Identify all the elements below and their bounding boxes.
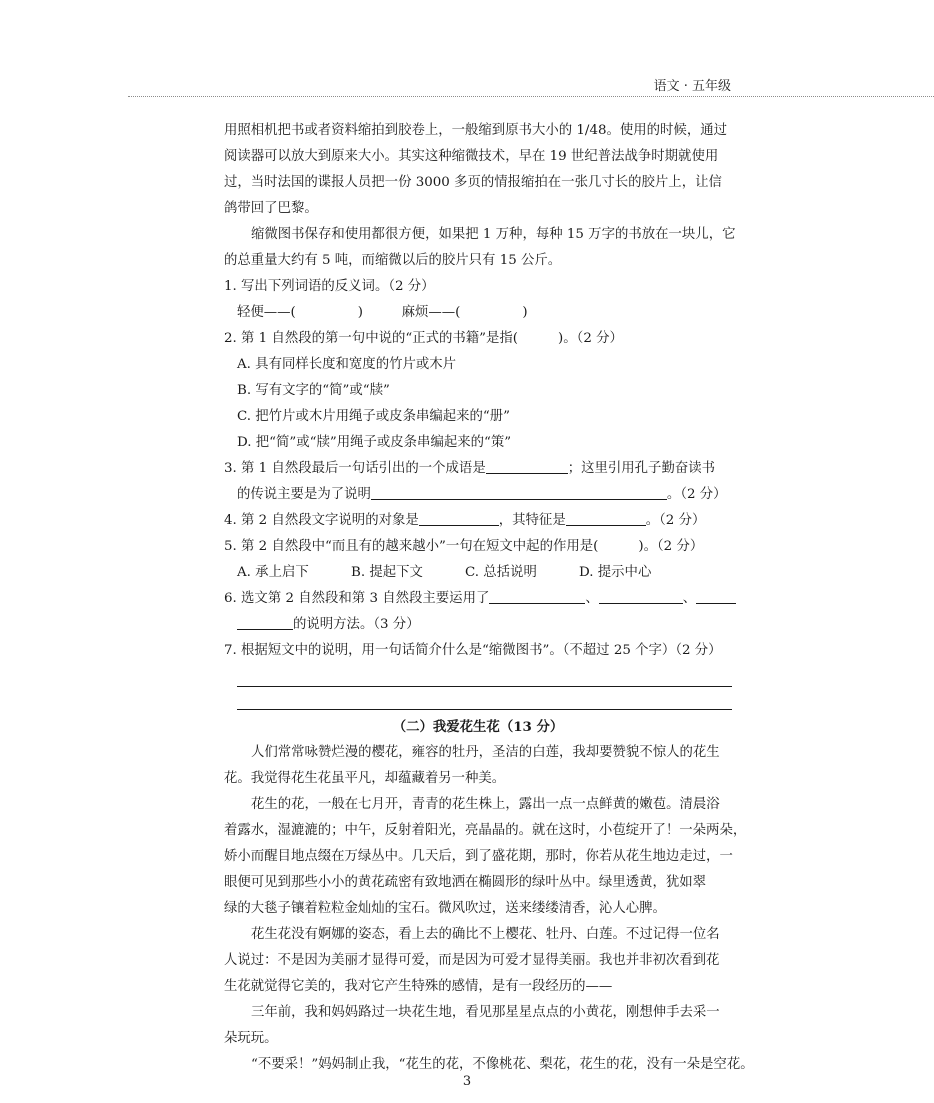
text-line: 花。我觉得花生花虽平凡，却蕴藏着另一种美。 [224, 771, 506, 786]
question-6 [224, 586, 732, 612]
question-3-line-2 [224, 482, 732, 508]
question-4-text-cont: ，其特征是 [498, 513, 566, 528]
answer-blank[interactable] [237, 615, 293, 630]
question-1: 1. 写出下列词语的反义词。（2 分） [224, 279, 435, 294]
option-d: D. 提示中心 [579, 565, 652, 580]
text-line: 人说过：不是因为美丽才显得可爱，而是因为可爱才显得美丽。我也并非初次看到花 [224, 953, 720, 968]
page-content [224, 118, 754, 1078]
question-2-text: 2. 第 1 自然段的第一句中说的“正式的书籍”是指( [224, 331, 519, 346]
text-line: 鸽带回了巴黎。 [224, 201, 318, 216]
question-2-points: )。（2 分） [558, 331, 623, 346]
antonym-prompt-2: 麻烦——( [401, 305, 461, 320]
answer-blank[interactable] [696, 589, 736, 604]
text-line: 着露水，湿漉漉的；中午，反射着阳光，亮晶晶的。就在这时，小苞绽开了！一朵两朵， [224, 823, 747, 838]
text-line: 过，当时法国的谍报人员把一份 3000 多页的情报缩拍在一张几寸长的胶片上，让信 [224, 175, 722, 190]
header-divider [128, 96, 934, 97]
option-a: A. 承上启下 [237, 565, 309, 580]
passage-2 [224, 740, 754, 1078]
text-line: 阅读器可以放大到原来大小。其实这种缩微技术，早在 19 世纪普法战争时期就使用 [224, 149, 719, 164]
question-5-points: )。（2 分） [638, 539, 704, 554]
option-d: D. 把“简”或“牍”用绳子或皮条串编起来的“策” [237, 435, 512, 450]
separator: 、 [585, 591, 599, 606]
text-line: 绿的大毯子镶着粒粒金灿灿的宝石。微风吹过，送来缕缕清香，沁人心脾。 [224, 901, 666, 916]
answer-blank[interactable] [489, 589, 585, 604]
answer-blank[interactable] [599, 589, 683, 604]
question-1-answers [224, 300, 732, 326]
bracket-close: ) [357, 305, 364, 320]
question-7: 7. 根据短文中的说明，用一句话简介什么是“缩微图书”。（不超过 25 个字）（2 分） [224, 643, 722, 658]
answer-line[interactable] [237, 687, 732, 710]
option-b: B. 写有文字的“简”或“牍” [237, 383, 390, 398]
option-b: B. 提起下文 [351, 565, 423, 580]
answer-blank[interactable] [419, 511, 499, 526]
question-5 [224, 534, 732, 560]
question-5-options [224, 560, 732, 586]
option-a: A. 具有同样长度和宽度的竹片或木片 [237, 357, 457, 372]
passage-paragraph-1 [224, 118, 732, 222]
question-3-points: 。（2 分） [666, 487, 727, 502]
question-2 [224, 326, 732, 352]
text-line: 生花就觉得它美的，我对它产生特殊的感情，是有一段经历的—— [224, 979, 613, 994]
text-line: “不要采！”妈妈制止我，“花生的花，不像桃花、梨花，花生的花，没有一朵是空花。 [251, 1057, 754, 1072]
question-4 [224, 508, 732, 534]
question-4-points: 。（2 分） [645, 513, 706, 528]
option-c: C. 把竹片或木片用绳子或皮条串编起来的“册” [237, 409, 511, 424]
question-6-line-2 [224, 612, 732, 638]
question-3 [224, 456, 732, 482]
question-5-text: 5. 第 2 自然段中“而且有的越来越小”一句在短文中起的作用是( [224, 539, 599, 554]
text-line: 娇小而醒目地点缀在万绿丛中。几天后，到了盛花期，那时，你若从花生地边走过，一 [224, 849, 733, 864]
header-label: 语文 · 五年级 [653, 79, 731, 94]
answer-line[interactable] [237, 664, 732, 687]
text-line: 用照相机把书或者资料缩拍到胶卷上，一般缩到原书大小的 1/48。使用的时候，通过 [224, 123, 727, 138]
antonym-prompt-1: 轻便——( [237, 305, 296, 320]
answer-blank[interactable] [486, 459, 568, 474]
text-line: 人们常常咏赞烂漫的樱花，雍容的牡丹，圣洁的白莲，我却要赞貌不惊人的花生 [251, 745, 720, 760]
question-3-text: 3. 第 1 自然段最后一句话引出的一个成语是 [224, 461, 486, 476]
option-c: C. 总括说明 [465, 565, 537, 580]
question-6-text: 6. 选文第 2 自然段和第 3 自然段主要运用了 [224, 591, 490, 606]
text-line: 三年前，我和妈妈路过一块花生地，看见那星星点点的小黄花，刚想伸手去采一 [251, 1005, 720, 1020]
question-3-text-cont: 的传说主要是为了说明 [237, 487, 371, 502]
bracket-close: ) [522, 305, 528, 320]
text-line: 花生花没有婀娜的姿态，看上去的确比不上樱花、牡丹、白莲。不过记得一位名 [251, 927, 720, 942]
question-4-text: 4. 第 2 自然段文字说明的对象是 [224, 513, 419, 528]
section-title: （二）我爱花生花（13 分） [392, 719, 564, 735]
passage-paragraph-2 [224, 222, 736, 274]
text-line: 朵玩玩。 [224, 1031, 278, 1046]
text-line: 花生的花，一般在七月开，青青的花生株上，露出一点一点鲜黄的嫩苞。清晨浴 [251, 797, 720, 812]
question-3-text-cont: ；这里引用孔子勤奋读书 [567, 461, 716, 476]
answer-blank[interactable] [566, 511, 646, 526]
separator: 、 [682, 591, 697, 606]
text-line: 眼便可见到那些小小的黄花疏密有致地洒在椭圆形的绿叶丛中。绿里透黄，犹如翠 [224, 875, 707, 890]
text-line: 缩微图书保存和使用都很方便，如果把 1 万种，每种 15 万字的书放在一块儿，它 [251, 227, 736, 242]
text-line: 的总重量大约有 5 吨，而缩微以后的胶片只有 15 公斤。 [224, 253, 562, 268]
answer-blank[interactable] [371, 485, 667, 500]
page-number: 3 [462, 1074, 472, 1089]
question-6-points: 的说明方法。（3 分） [293, 617, 420, 632]
